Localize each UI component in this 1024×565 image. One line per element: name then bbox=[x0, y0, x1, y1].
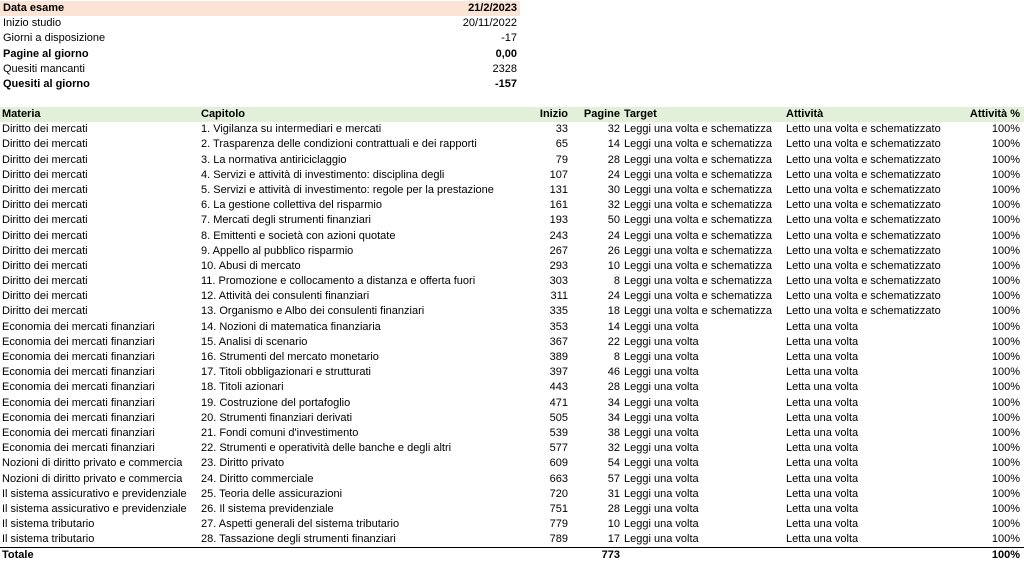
giorni-label: Giorni a disposizione bbox=[3, 32, 106, 45]
cell-attivita-perc[interactable]: 100% bbox=[991, 396, 1020, 409]
cell-materia[interactable]: Economia dei mercati finanziari bbox=[2, 351, 155, 363]
cell-attivita[interactable]: Letta una volta bbox=[786, 366, 859, 379]
summary-row-pagine[interactable] bbox=[0, 47, 520, 62]
cell-attivita-perc[interactable]: 100% bbox=[991, 518, 1020, 531]
cell-attivita[interactable]: Letta una volta bbox=[786, 426, 859, 439]
cell-pagine[interactable]: 57 bbox=[607, 472, 620, 485]
table-row bbox=[0, 183, 1024, 198]
cell-materia[interactable]: Diritto dei mercati bbox=[2, 183, 88, 196]
cell-inizio[interactable]: 243 bbox=[549, 229, 568, 242]
cell-target[interactable]: Leggi una volta e schematizza bbox=[624, 153, 772, 166]
total-pagine[interactable]: 773 bbox=[601, 549, 620, 562]
cell-capitolo[interactable]: 3. La normativa antiriciclaggio bbox=[201, 153, 347, 166]
cell-attivita[interactable]: Letta una volta bbox=[786, 351, 859, 363]
cell-capitolo[interactable]: 27. Aspetti generali del sistema tributario bbox=[201, 518, 400, 531]
cell-target[interactable]: Leggi una volta bbox=[624, 502, 699, 515]
cell-pagine[interactable]: 28 bbox=[607, 502, 620, 515]
cell-attivita[interactable]: Letto una volta e schematizzato bbox=[786, 214, 941, 227]
cell-pagine[interactable]: 50 bbox=[607, 214, 620, 227]
table-header-row bbox=[0, 107, 1024, 122]
summary-row-quesiti-mancanti[interactable] bbox=[0, 62, 520, 77]
table-row bbox=[0, 168, 1024, 183]
cell-capitolo[interactable]: 24. Diritto commerciale bbox=[201, 472, 314, 485]
cell-materia[interactable]: Economia dei mercati finanziari bbox=[2, 426, 155, 439]
cell-pagine[interactable]: 32 bbox=[607, 199, 620, 212]
cell-attivita-perc[interactable]: 100% bbox=[991, 229, 1020, 242]
cell-attivita-perc[interactable]: 100% bbox=[991, 457, 1020, 470]
cell-attivita[interactable]: Letta una volta bbox=[786, 320, 859, 333]
cell-inizio[interactable]: 577 bbox=[549, 442, 568, 455]
cell-capitolo[interactable]: 18. Titoli azionari bbox=[201, 381, 284, 394]
table-row bbox=[0, 441, 1024, 456]
cell-inizio[interactable]: 131 bbox=[549, 183, 568, 196]
cell-capitolo[interactable]: 13. Organismo e Albo dei consulenti finanziari bbox=[201, 305, 425, 318]
cell-pagine[interactable]: 8 bbox=[613, 275, 620, 288]
cell-capitolo[interactable]: 17. Titoli obbligazionari e strutturati bbox=[201, 366, 371, 379]
cell-materia[interactable]: Diritto dei mercati bbox=[2, 168, 88, 181]
cell-target[interactable]: Leggi una volta e schematizza bbox=[624, 183, 772, 196]
cell-pagine[interactable]: 28 bbox=[607, 381, 620, 394]
cell-materia[interactable]: Diritto dei mercati bbox=[2, 153, 88, 166]
cell-inizio[interactable]: 609 bbox=[549, 457, 568, 470]
cell-target[interactable]: Leggi una volta e schematizza bbox=[624, 123, 772, 136]
cell-inizio[interactable]: 471 bbox=[549, 396, 568, 409]
cell-attivita[interactable]: Letto una volta e schematizzato bbox=[786, 259, 941, 272]
cell-materia[interactable]: Il sistema tributario bbox=[2, 518, 95, 531]
cell-attivita-perc[interactable]: 100% bbox=[991, 259, 1020, 272]
cell-attivita[interactable]: Letto una volta e schematizzato bbox=[786, 305, 941, 318]
cell-target[interactable]: Leggi una volta bbox=[624, 472, 699, 485]
cell-attivita-perc[interactable]: 100% bbox=[991, 442, 1020, 455]
pagine-giorno-value[interactable]: 0,00 bbox=[495, 47, 517, 60]
cell-attivita-perc[interactable]: 100% bbox=[991, 168, 1020, 181]
cell-inizio[interactable]: 79 bbox=[555, 153, 568, 166]
giorni-value[interactable]: -17 bbox=[501, 32, 517, 45]
cell-capitolo[interactable]: 8. Emittenti e società con azioni quotate bbox=[201, 229, 396, 242]
header-inizio[interactable]: Inizio bbox=[539, 108, 568, 120]
table-total-row bbox=[0, 547, 1024, 562]
cell-attivita-perc[interactable]: 100% bbox=[991, 381, 1020, 394]
cell-materia[interactable]: Economia dei mercati finanziari bbox=[2, 335, 155, 348]
cell-inizio[interactable]: 751 bbox=[549, 502, 568, 515]
cell-attivita[interactable]: Letto una volta e schematizzato bbox=[786, 290, 941, 303]
cell-target[interactable]: Leggi una volta e schematizza bbox=[624, 290, 772, 303]
cell-attivita[interactable]: Letto una volta e schematizzato bbox=[786, 199, 941, 212]
cell-pagine[interactable]: 26 bbox=[607, 244, 620, 257]
cell-target[interactable]: Leggi una volta bbox=[624, 366, 699, 379]
cell-pagine[interactable]: 31 bbox=[607, 487, 620, 500]
cell-attivita[interactable]: Letta una volta bbox=[786, 381, 859, 394]
cell-target[interactable]: Leggi una volta bbox=[624, 426, 699, 439]
cell-pagine[interactable]: 24 bbox=[607, 168, 620, 181]
cell-target[interactable]: Leggi una volta bbox=[624, 381, 699, 394]
cell-materia[interactable]: Economia dei mercati finanziari bbox=[2, 320, 155, 333]
cell-capitolo[interactable]: 6. La gestione collettiva del risparmio bbox=[201, 199, 382, 212]
cell-capitolo[interactable]: 10. Abusi di mercato bbox=[201, 259, 301, 272]
cell-pagine[interactable]: 46 bbox=[607, 366, 620, 379]
table-row bbox=[0, 137, 1024, 152]
cell-attivita[interactable]: Letta una volta bbox=[786, 472, 859, 485]
data-esame-label: Data esame bbox=[3, 2, 65, 14]
table-row bbox=[0, 320, 1024, 335]
cell-attivita-perc[interactable]: 100% bbox=[991, 487, 1020, 500]
pagine-giorno-label: Pagine al giorno bbox=[3, 47, 89, 60]
cell-capitolo[interactable]: 25. Teoria delle assicurazioni bbox=[201, 487, 343, 500]
cell-attivita-perc[interactable]: 100% bbox=[991, 214, 1020, 227]
table-row bbox=[0, 289, 1024, 304]
cell-inizio[interactable]: 720 bbox=[549, 487, 568, 500]
cell-capitolo[interactable]: 4. Servizi e attività di investimento: disciplina degli bbox=[201, 168, 445, 181]
cell-target[interactable]: Leggi una volta e schematizza bbox=[624, 229, 772, 242]
cell-inizio[interactable]: 789 bbox=[549, 533, 568, 546]
cell-materia[interactable]: Diritto dei mercati bbox=[2, 199, 88, 212]
table-row bbox=[0, 244, 1024, 259]
quesiti-giorno-value[interactable]: -157 bbox=[494, 77, 517, 90]
cell-pagine[interactable]: 34 bbox=[607, 411, 620, 424]
table-row bbox=[0, 350, 1024, 365]
cell-inizio[interactable]: 303 bbox=[549, 275, 568, 288]
cell-pagine[interactable]: 30 bbox=[607, 183, 620, 196]
cell-target[interactable]: Leggi una volta e schematizza bbox=[624, 214, 772, 227]
summary-row-data-esame[interactable] bbox=[0, 1, 520, 16]
cell-target[interactable]: Leggi una volta e schematizza bbox=[624, 275, 772, 288]
cell-pagine[interactable]: 24 bbox=[607, 229, 620, 242]
header-materia[interactable]: Materia bbox=[2, 108, 41, 120]
cell-target[interactable]: Leggi una volta bbox=[624, 442, 699, 455]
study-plan-table bbox=[0, 107, 1024, 563]
table-row bbox=[0, 502, 1024, 517]
cell-capitolo[interactable]: 16. Strumenti del mercato monetario bbox=[201, 351, 379, 363]
cell-attivita-perc[interactable]: 100% bbox=[991, 244, 1020, 257]
cell-target[interactable]: Leggi una volta bbox=[624, 411, 699, 424]
header-capitolo[interactable]: Capitolo bbox=[201, 108, 245, 120]
cell-attivita[interactable]: Letto una volta e schematizzato bbox=[786, 244, 941, 257]
summary-row-quesiti-giorno[interactable] bbox=[0, 77, 520, 92]
cell-attivita-perc[interactable]: 100% bbox=[991, 472, 1020, 485]
table-row bbox=[0, 213, 1024, 228]
table-row bbox=[0, 259, 1024, 274]
cell-target[interactable]: Leggi una volta bbox=[624, 396, 699, 409]
cell-target[interactable]: Leggi una volta e schematizza bbox=[624, 305, 772, 318]
cell-attivita-perc[interactable]: 100% bbox=[991, 320, 1020, 333]
cell-materia[interactable]: Diritto dei mercati bbox=[2, 229, 88, 242]
cell-attivita[interactable]: Letto una volta e schematizzato bbox=[786, 275, 941, 288]
header-target[interactable]: Target bbox=[624, 108, 657, 120]
cell-capitolo[interactable]: 2. Trasparenza delle condizioni contrattuali e dei rapporti bbox=[201, 138, 477, 151]
cell-attivita[interactable]: Letto una volta e schematizzato bbox=[786, 229, 941, 242]
cell-capitolo[interactable]: 7. Mercati degli strumenti finanziari bbox=[201, 214, 371, 227]
cell-attivita-perc[interactable]: 100% bbox=[991, 290, 1020, 303]
cell-pagine[interactable]: 24 bbox=[607, 290, 620, 303]
cell-target[interactable]: Leggi una volta bbox=[624, 320, 699, 333]
cell-attivita[interactable]: Letto una volta e schematizzato bbox=[786, 153, 941, 166]
cell-inizio[interactable]: 335 bbox=[549, 305, 568, 318]
cell-materia[interactable]: Diritto dei mercati bbox=[2, 244, 88, 257]
cell-inizio[interactable]: 389 bbox=[549, 351, 568, 363]
table-row bbox=[0, 532, 1024, 547]
table-row bbox=[0, 304, 1024, 319]
table-row bbox=[0, 274, 1024, 289]
inizio-studio-label: Inizio studio bbox=[3, 17, 62, 30]
cell-attivita-perc[interactable]: 100% bbox=[991, 533, 1020, 546]
cell-attivita[interactable]: Letta una volta bbox=[786, 487, 859, 500]
cell-target[interactable]: Leggi una volta bbox=[624, 487, 699, 500]
cell-materia[interactable]: Economia dei mercati finanziari bbox=[2, 442, 155, 455]
cell-attivita[interactable]: Letta una volta bbox=[786, 518, 859, 531]
cell-pagine[interactable]: 32 bbox=[607, 442, 620, 455]
cell-capitolo[interactable]: 20. Strumenti finanziari derivati bbox=[201, 411, 353, 424]
table-row bbox=[0, 456, 1024, 471]
cell-target[interactable]: Leggi una volta e schematizza bbox=[624, 259, 772, 272]
table-row bbox=[0, 487, 1024, 502]
table-row bbox=[0, 411, 1024, 426]
cell-target[interactable]: Leggi una volta e schematizza bbox=[624, 199, 772, 212]
cell-attivita-perc[interactable]: 100% bbox=[991, 275, 1020, 288]
cell-attivita-perc[interactable]: 100% bbox=[991, 153, 1020, 166]
cell-attivita[interactable]: Letto una volta e schematizzato bbox=[786, 183, 941, 196]
cell-materia[interactable]: Il sistema assicurativo e previdenziale bbox=[2, 487, 187, 500]
cell-pagine[interactable]: 54 bbox=[607, 457, 620, 470]
cell-materia[interactable]: Economia dei mercati finanziari bbox=[2, 366, 155, 379]
cell-capitolo[interactable]: 15. Analisi di scenario bbox=[201, 335, 308, 348]
data-esame-value[interactable]: 21/2/2023 bbox=[468, 2, 517, 14]
cell-inizio[interactable]: 161 bbox=[549, 199, 568, 212]
cell-capitolo[interactable]: 28. Tassazione degli strumenti finanziari bbox=[201, 533, 396, 546]
cell-capitolo[interactable]: 1. Vigilanza su intermediari e mercati bbox=[201, 123, 382, 136]
cell-materia[interactable]: Diritto dei mercati bbox=[2, 275, 88, 288]
cell-materia[interactable]: Nozioni di diritto privato e commercia bbox=[2, 472, 183, 485]
cell-inizio[interactable]: 505 bbox=[549, 411, 568, 424]
cell-capitolo[interactable]: 11. Promozione e collocamento a distanza e offerta fuori bbox=[201, 275, 476, 288]
table-row bbox=[0, 365, 1024, 380]
cell-attivita[interactable]: Letta una volta bbox=[786, 411, 859, 424]
cell-target[interactable]: Leggi una volta bbox=[624, 457, 699, 470]
cell-pagine[interactable]: 10 bbox=[607, 518, 620, 531]
table-row bbox=[0, 426, 1024, 441]
cell-inizio[interactable]: 779 bbox=[549, 518, 568, 531]
cell-pagine[interactable]: 22 bbox=[607, 335, 620, 348]
cell-inizio[interactable]: 367 bbox=[549, 335, 568, 348]
cell-attivita[interactable]: Letto una volta e schematizzato bbox=[786, 138, 941, 151]
cell-attivita[interactable]: Letta una volta bbox=[786, 533, 859, 546]
summary-row-giorni[interactable] bbox=[0, 31, 520, 46]
cell-pagine[interactable]: 32 bbox=[607, 123, 620, 136]
cell-inizio[interactable]: 65 bbox=[555, 138, 568, 151]
cell-pagine[interactable]: 38 bbox=[607, 426, 620, 439]
header-pagine[interactable]: Pagine bbox=[583, 108, 620, 120]
cell-inizio[interactable]: 33 bbox=[555, 123, 568, 136]
cell-materia[interactable]: Il sistema tributario bbox=[2, 533, 95, 546]
cell-inizio[interactable]: 267 bbox=[549, 244, 568, 257]
cell-attivita[interactable]: Letta una volta bbox=[786, 442, 859, 455]
quesiti-mancanti-label: Quesiti mancanti bbox=[3, 62, 85, 75]
cell-attivita-perc[interactable]: 100% bbox=[991, 351, 1020, 363]
cell-attivita[interactable]: Letta una volta bbox=[786, 396, 859, 409]
header-attivita-perc[interactable]: Attività % bbox=[969, 108, 1020, 120]
cell-capitolo[interactable]: 19. Costruzione del portafoglio bbox=[201, 396, 351, 409]
cell-materia[interactable]: Diritto dei mercati bbox=[2, 290, 88, 303]
cell-attivita-perc[interactable]: 100% bbox=[991, 366, 1020, 379]
cell-pagine[interactable]: 14 bbox=[607, 320, 620, 333]
cell-materia[interactable]: Diritto dei mercati bbox=[2, 259, 88, 272]
cell-capitolo[interactable]: 14. Nozioni di matematica finanziaria bbox=[201, 320, 381, 333]
cell-materia[interactable]: Economia dei mercati finanziari bbox=[2, 381, 155, 394]
cell-materia[interactable]: Diritto dei mercati bbox=[2, 305, 88, 318]
cell-materia[interactable]: Economia dei mercati finanziari bbox=[2, 411, 155, 424]
cell-attivita[interactable]: Letta una volta bbox=[786, 335, 859, 348]
cell-materia[interactable]: Diritto dei mercati bbox=[2, 123, 88, 136]
cell-attivita-perc[interactable]: 100% bbox=[991, 123, 1020, 136]
cell-materia[interactable]: Diritto dei mercati bbox=[2, 138, 88, 151]
cell-target[interactable]: Leggi una volta bbox=[624, 518, 699, 531]
table-row bbox=[0, 380, 1024, 395]
cell-pagine[interactable]: 34 bbox=[607, 396, 620, 409]
total-label[interactable]: Totale bbox=[2, 549, 34, 562]
cell-attivita[interactable]: Letta una volta bbox=[786, 457, 859, 470]
cell-attivita-perc[interactable]: 100% bbox=[991, 411, 1020, 424]
cell-target[interactable]: Leggi una volta bbox=[624, 351, 699, 363]
cell-inizio[interactable]: 663 bbox=[549, 472, 568, 485]
cell-capitolo[interactable]: 22. Strumenti e operatività delle banche e degli altri bbox=[201, 442, 452, 455]
cell-inizio[interactable]: 311 bbox=[550, 290, 568, 303]
table-body bbox=[0, 122, 1024, 547]
table-row bbox=[0, 198, 1024, 213]
cell-pagine[interactable]: 28 bbox=[607, 153, 620, 166]
cell-pagine[interactable]: 18 bbox=[607, 305, 620, 318]
cell-materia[interactable]: Economia dei mercati finanziari bbox=[2, 396, 155, 409]
table-row bbox=[0, 335, 1024, 350]
table-row bbox=[0, 396, 1024, 411]
table-row bbox=[0, 517, 1024, 532]
cell-inizio[interactable]: 443 bbox=[549, 381, 568, 394]
cell-inizio[interactable]: 293 bbox=[549, 259, 568, 272]
cell-attivita-perc[interactable]: 100% bbox=[991, 183, 1020, 196]
cell-attivita-perc[interactable]: 100% bbox=[991, 199, 1020, 212]
cell-attivita-perc[interactable]: 100% bbox=[991, 138, 1020, 151]
summary-row-inizio-studio[interactable] bbox=[0, 16, 520, 31]
cell-attivita-perc[interactable]: 100% bbox=[991, 335, 1020, 348]
cell-attivita-perc[interactable]: 100% bbox=[991, 305, 1020, 318]
table-row bbox=[0, 153, 1024, 168]
cell-capitolo[interactable]: 12. Attività dei consulenti finanziari bbox=[201, 290, 370, 303]
cell-pagine[interactable]: 17 bbox=[607, 533, 620, 546]
header-attivita[interactable]: Attività bbox=[786, 108, 824, 120]
table-row bbox=[0, 229, 1024, 244]
cell-capitolo[interactable]: 5. Servizi e attività di investimento: regole per la prestazione bbox=[201, 183, 494, 196]
total-perc[interactable]: 100% bbox=[991, 549, 1020, 562]
cell-attivita-perc[interactable]: 100% bbox=[991, 502, 1020, 515]
cell-materia[interactable]: Il sistema assicurativo e previdenziale bbox=[2, 502, 187, 515]
table-row bbox=[0, 472, 1024, 487]
cell-capitolo[interactable]: 21. Fondi comuni d'investimento bbox=[201, 426, 359, 439]
cell-attivita[interactable]: Letta una volta bbox=[786, 502, 859, 515]
cell-attivita[interactable]: Letto una volta e schematizzato bbox=[786, 123, 941, 136]
cell-pagine[interactable]: 14 bbox=[607, 138, 620, 151]
cell-inizio[interactable]: 193 bbox=[549, 214, 568, 227]
cell-target[interactable]: Leggi una volta bbox=[624, 533, 699, 546]
table-row bbox=[0, 122, 1024, 137]
cell-inizio[interactable]: 353 bbox=[549, 320, 568, 333]
cell-materia[interactable]: Diritto dei mercati bbox=[2, 214, 88, 227]
cell-target[interactable]: Leggi una volta bbox=[624, 335, 699, 348]
cell-capitolo[interactable]: 9. Appello al pubblico risparmio bbox=[201, 244, 354, 257]
cell-attivita[interactable]: Letto una volta e schematizzato bbox=[786, 168, 941, 181]
summary-block bbox=[0, 1, 520, 92]
quesiti-giorno-label: Quesiti al giorno bbox=[3, 77, 90, 90]
cell-target[interactable]: Leggi una volta e schematizza bbox=[624, 168, 772, 181]
cell-inizio[interactable]: 397 bbox=[549, 366, 568, 379]
cell-pagine[interactable]: 8 bbox=[613, 351, 620, 363]
cell-attivita-perc[interactable]: 100% bbox=[991, 426, 1020, 439]
cell-capitolo[interactable]: 23. Diritto privato bbox=[201, 457, 285, 470]
cell-inizio[interactable]: 107 bbox=[549, 168, 568, 181]
quesiti-mancanti-value[interactable]: 2328 bbox=[492, 62, 517, 75]
cell-materia[interactable]: Nozioni di diritto privato e commercia bbox=[2, 457, 183, 470]
cell-pagine[interactable]: 10 bbox=[607, 259, 620, 272]
cell-target[interactable]: Leggi una volta e schematizza bbox=[624, 138, 772, 151]
cell-inizio[interactable]: 539 bbox=[549, 426, 568, 439]
cell-capitolo[interactable]: 26. Il sistema previdenziale bbox=[201, 502, 334, 515]
cell-target[interactable]: Leggi una volta e schematizza bbox=[624, 244, 772, 257]
inizio-studio-value[interactable]: 20/11/2022 bbox=[462, 17, 517, 30]
